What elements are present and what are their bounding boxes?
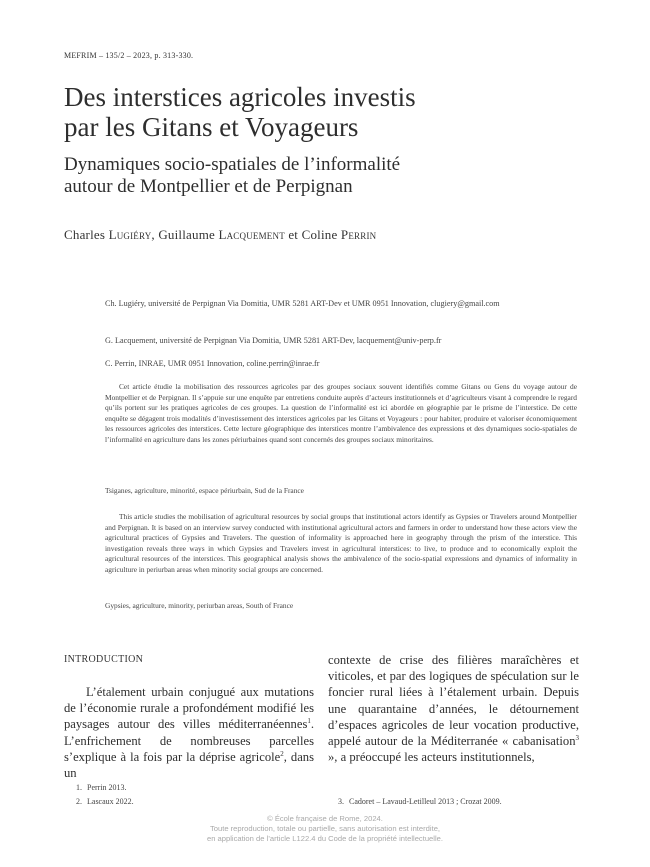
abstract-french: Cet article étudie la mobilisation des ressources agricoles par des groupes sociaux souvent identifiés comme Gitans ou Gens du voyage autour de Montpellier et de Perpignan. Il s’appuie sur une enquête par entretiens conduite auprès d’acteurs institutionnels et d’agriculteurs visant à comprendre le regard qu’ils portent sur les pratiques agricoles de ces groupes. La question de l’informalité est ici abordée en géographie par le prisme de l’interstice. De cette enquête se dégagent trois modalités d’investissement des interstices agricoles par les Gitans et Voyageurs : pour habiter, produire et valoriser économiquement les ressources agricoles des interstices. Cette lecture géographique des interstices montre l’ambivalence des expressions et des dynamiques socio-spatiales de l’informalité en agriculture dans les zones périurbaines quand sont concernés des groupes sociaux minoritaires. bbox=[105, 382, 577, 444]
copyright-line: en application de l’article L122.4 du Code de la propriété intellectuelle. bbox=[207, 834, 443, 843]
intro-text: . L’enfrichement de nombreuses parcelles s’explique à la fois par la déprise agricole bbox=[64, 717, 314, 764]
keywords-french: Tsiganes, agriculture, minorité, espace périurbain, Sud de la France bbox=[105, 486, 304, 495]
footnote-text: Lascaux 2022. bbox=[87, 797, 134, 806]
introduction-column-right bbox=[328, 652, 579, 765]
intro-text: contexte de crise des filières maraîchères et viticoles, et par des logiques de spéculation sur le foncier rural liées à l’étalement urbain. Depuis une quarantaine d’années, le détournement d’espaces agricoles de leur vocation productive, appelé autour de la Méditerranée « cabanisation bbox=[328, 653, 579, 749]
copyright-line: Toute reproduction, totale ou partielle, sans autorisation est interdite, bbox=[209, 824, 441, 833]
copyright-notice bbox=[0, 814, 650, 844]
author-list bbox=[64, 227, 376, 243]
keywords-english: Gypsies, agriculture, minority, periurban areas, South of France bbox=[105, 601, 294, 610]
footnote-ref: 3 bbox=[575, 733, 579, 742]
introduction-column-left bbox=[64, 684, 314, 781]
footnote-text: Cadoret – Lavaud-Letilleul 2013 ; Crozat 2009. bbox=[349, 797, 502, 806]
author-2-first: Guillaume bbox=[158, 227, 219, 242]
footnote-number: 2. bbox=[76, 797, 82, 806]
subtitle-line-1: Dynamiques socio-spatiales de l’informalité bbox=[64, 154, 401, 175]
footnote-number: 1. bbox=[76, 783, 82, 792]
intro-text: », a préoccupé les acteurs institutionnels, bbox=[328, 750, 535, 765]
affiliation-lugiery: Ch. Lugiéry, université de Perpignan Via Domitia, UMR 5281 ART-Dev et UMR 0951 Innovation, clugiery@gmail.com bbox=[105, 299, 500, 308]
article-title bbox=[64, 82, 604, 142]
author-2-last: Lacquement bbox=[218, 227, 285, 242]
footnote-1 bbox=[68, 783, 127, 792]
copyright-line: © École française de Rome, 2024. bbox=[267, 814, 383, 823]
author-3-last: Perrin bbox=[340, 227, 377, 242]
footnote-ref: 1 bbox=[307, 717, 311, 726]
intro-text: L’étalement urbain conjugué aux mutations de l’économie rurale a profondément modifié les paysages autour des villes méditerranéennes bbox=[64, 685, 314, 732]
author-separator: , bbox=[151, 227, 159, 242]
author-separator: et bbox=[284, 227, 302, 242]
author-1-last: Lugiéry bbox=[108, 227, 152, 242]
subtitle-line-2: autour de Montpellier et de Perpignan bbox=[64, 176, 353, 197]
author-1-first: Charles bbox=[64, 227, 109, 242]
affiliation-lacquement: G. Lacquement, université de Perpignan Via Domitia, UMR 5281 ART-Dev, lacquement@univ-perp.fr bbox=[105, 336, 442, 345]
title-line-1: Des interstices agricoles investis bbox=[64, 82, 416, 112]
footnote-ref: 2 bbox=[280, 749, 284, 758]
title-line-2: par les Gitans et Voyageurs bbox=[64, 112, 359, 142]
footnote-3 bbox=[330, 797, 502, 806]
section-heading-introduction: INTRODUCTION bbox=[64, 654, 144, 665]
footnote-number: 3. bbox=[338, 797, 344, 806]
footnote-text: Perrin 2013. bbox=[87, 783, 127, 792]
footnote-2 bbox=[68, 797, 134, 806]
journal-reference: MEFRIM – 135/2 – 2023, p. 313-330. bbox=[64, 51, 194, 60]
abstract-english: This article studies the mobilisation of agricultural resources by social groups that institutional actors identify as Gypsies or Travelers around Montpellier and Perpignan. It is based on an interview survey conducted with institutional agricultural actors and farmers in order to understand how these actors view the agricultural practices of Gypsies and Travelers. The question of informality is approached here in geography through the prism of the interstice. This investigation reveals three ways in which Gypsies and Travelers invest in agricultural interstices: to live, to produce and to economically exploit the agricultural resources of the interstices. This geographical analysis shows the ambivalence of the socio-spatial expressions and dynamics of informality in agriculture in periurban areas when minority social groups are concerned. bbox=[105, 512, 577, 574]
article-subtitle bbox=[64, 154, 604, 198]
author-3-first: Coline bbox=[301, 227, 341, 242]
intro-text: , dans un bbox=[64, 749, 314, 781]
affiliation-perrin: C. Perrin, INRAE, UMR 0951 Innovation, coline.perrin@inrae.fr bbox=[105, 359, 320, 368]
